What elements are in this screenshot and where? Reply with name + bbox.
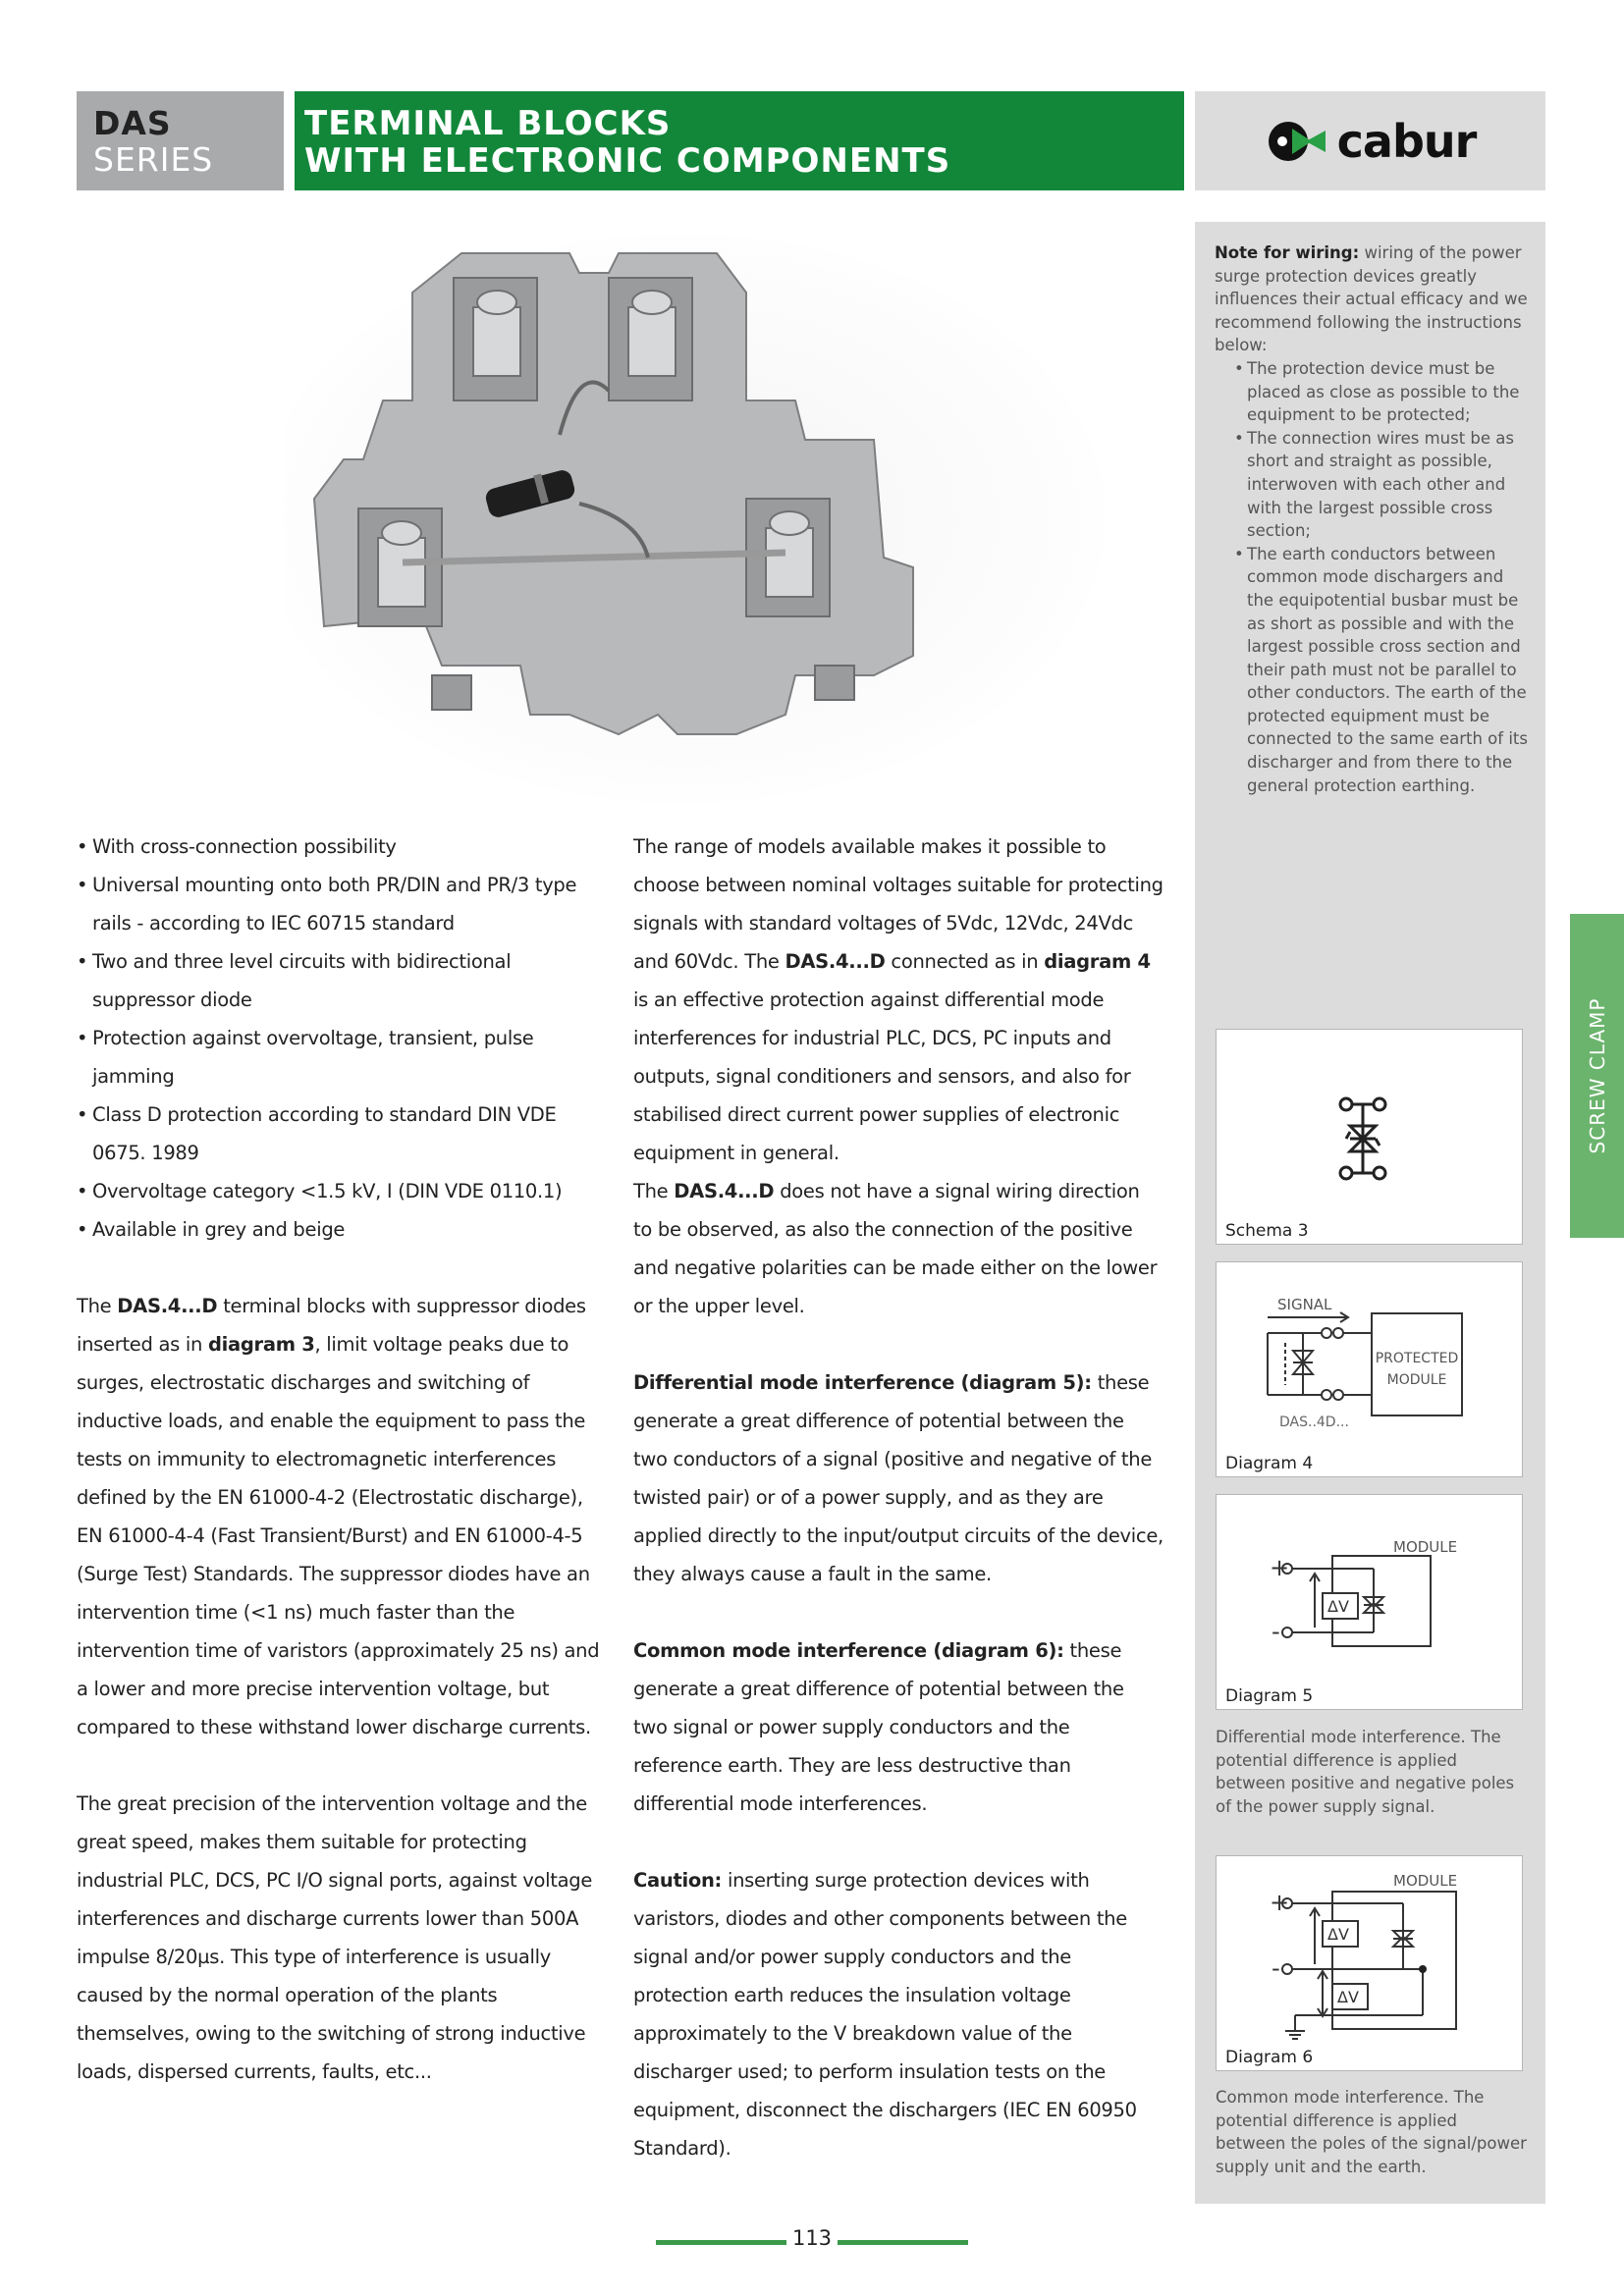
note-item: • The protection device must be placed as close as possible to the equipment to be protected; xyxy=(1234,357,1529,427)
note-item: • The earth conductors between common mode dischargers and the equipotential busbar must be as short as possible and with the largest possible cross section and their path must not be parallel to other conductors. The earth of the protected equipment must be connected to the same earth of its discharger and from there to the general protection earthing. xyxy=(1234,543,1529,798)
diagram-4-caption: Diagram 4 xyxy=(1225,1454,1314,1473)
series-word: SERIES xyxy=(93,140,214,179)
section-tab-label: SCREW CLAMP xyxy=(1585,997,1609,1154)
feature-bullet: • Two and three level circuits with bidirectional suppressor diode xyxy=(77,942,607,1019)
note-list xyxy=(1215,357,1529,797)
diagram-5-minus: - xyxy=(1272,1618,1280,1645)
footer-rule-right xyxy=(838,2240,968,2245)
note-label: Note for wiring: xyxy=(1215,243,1360,262)
diagram-4-schematic xyxy=(1217,1262,1524,1449)
diagram-6-dv-1: ΔV xyxy=(1327,1925,1349,1944)
schema-3-diagram xyxy=(1217,1030,1524,1216)
precision-paragraph: The great precision of the intervention voltage and the great speed, makes them suitable for protecting industrial PLC, DCS, PC I/O signal ports, against voltage interferences and discharge currents lower than 500A impulse 8/20µs. This type of interference is usually caused by the normal operation of the plants themselves, owing to the switching of strong inductive loads, dispersed currents, faults, etc... xyxy=(77,1792,593,2083)
diagram-5-box xyxy=(1216,1494,1523,1710)
diagram-4-signal-label: SIGNAL xyxy=(1277,1296,1332,1313)
diagram-6-module-label: MODULE xyxy=(1393,1872,1458,1890)
cabur-logo-icon xyxy=(1265,117,1329,166)
right-column xyxy=(633,828,1164,2167)
diagram-4-part-label: DAS..4D... xyxy=(1279,1415,1349,1430)
diagram-6-caption: Diagram 6 xyxy=(1225,2048,1314,2067)
brand-logo xyxy=(1195,91,1545,190)
diagram-4-module-label-2: MODULE xyxy=(1386,1372,1447,1388)
diagram-4-module-label-1: PROTECTED xyxy=(1375,1351,1459,1366)
common-mode-paragraph: Common mode interference (diagram 6): these generate a great difference of potential between the two signal or power supply conductors and the reference earth. They are less destructive than differential mode interferences. xyxy=(633,1639,1124,1815)
diagram-6-dv-2: ΔV xyxy=(1337,1988,1359,2006)
section-tab-screw-clamp xyxy=(1570,914,1624,1238)
footer-rule-left xyxy=(656,2240,786,2245)
terminal-block-product-image xyxy=(285,224,1168,803)
feature-bullet: • Available in grey and beige xyxy=(77,1210,607,1249)
note-intro: wiring of the power surge protection devices greatly influences their actual efficacy and we recommend following the instructions below: xyxy=(1215,243,1528,355)
page-title-banner xyxy=(295,91,1184,190)
feature-bullet: • Universal mounting onto both PR/DIN and PR/3 type rails - according to IEC 60715 standard xyxy=(77,866,607,942)
feature-bullet: • With cross-connection possibility xyxy=(77,828,607,866)
note-item: • The connection wires must be as short and straight as possible, interwoven with each other and with the largest possible cross section; xyxy=(1234,427,1529,543)
differential-mode-paragraph: Differential mode interference (diagram 5): these generate a great difference of potential between the two conductors of a signal (positive and negative of the twisted pair) or of a power supply, and as they are applied directly to the input/output circuits of the device, they always cause a fault in the same. xyxy=(633,1371,1164,1585)
diagram-6-plus: + xyxy=(1270,1889,1290,1916)
diagram-5-plus: + xyxy=(1270,1554,1290,1581)
left-column xyxy=(77,828,607,2091)
series-label-box xyxy=(77,91,284,190)
diagram-5-description: Differential mode interference. The potential difference is applied between positive and negative poles of the power supply signal. xyxy=(1216,1728,1515,1816)
page-title-line2: WITH ELECTRONIC COMPONENTS xyxy=(304,141,951,181)
feature-bullet: • Overvoltage category <1.5 kV, I (DIN VDE 0110.1) xyxy=(77,1172,607,1210)
diagram-6-schematic xyxy=(1217,1856,1524,2043)
page-number-footer xyxy=(656,2226,968,2256)
feature-bullet: • Class D protection according to standard DIN VDE 0675. 1989 xyxy=(77,1095,607,1172)
diagram-4-box xyxy=(1216,1261,1523,1477)
logo-wordmark: cabur xyxy=(1336,114,1477,168)
intro-paragraph: The DAS.4...D terminal blocks with suppressor diodes inserted as in diagram 3, limit voltage peaks due to surges, electrostatic discharges and switching of inductive loads, and enable the equipment to pass the tests on immunity to electromagnetic interferences defined by the EN 61000-4-2 (Electrostatic discharge), EN 61000-4-4 (Fast Transient/Burst) and EN 61000-4-5 (Surge Test) Standards. The suppressor diodes have an intervention time (<1 ns) much faster than the intervention time of varistors (approximately 25 ns) and a lower and more precise intervention voltage, but compared to these withstand lower discharge currents. xyxy=(77,1295,600,1738)
page-title-line1: TERMINAL BLOCKS xyxy=(304,104,672,143)
diagram-5-schematic xyxy=(1217,1495,1524,1682)
caution-paragraph: Caution: inserting surge protection devices with varistors, diodes and other components between the signal and/or power supply conductors and the protection earth reduces the insulation voltage approximately to the V breakdown value of the discharger used; to perform insulation tests on the equipment, disconnect the dischargers (IEC EN 60950 Standard). xyxy=(633,1869,1137,2160)
diagram-6-minus: - xyxy=(1272,1954,1280,1982)
diagram-5-dv: ΔV xyxy=(1327,1597,1349,1616)
feature-bullet: • Protection against overvoltage, transient, pulse jamming xyxy=(77,1019,607,1095)
wiring-note xyxy=(1215,241,1529,797)
diagram-5-module-label: MODULE xyxy=(1393,1538,1458,1556)
diagram-6-description: Common mode interference. The potential difference is applied between the poles of the signal/power supply unit and the earth. xyxy=(1216,2088,1527,2176)
schema-3-box xyxy=(1216,1029,1523,1245)
direction-paragraph: The DAS.4...D does not have a signal wiring direction to be observed, as also the connection of the positive and negative polarities can be made either on the lower or the upper level. xyxy=(633,1180,1158,1317)
schema-3-caption: Schema 3 xyxy=(1225,1221,1309,1241)
page-number: 113 xyxy=(791,2226,833,2250)
diagram-6-box xyxy=(1216,1855,1523,2071)
diagram-5-caption: Diagram 5 xyxy=(1225,1686,1314,1706)
series-code: DAS xyxy=(93,104,172,142)
range-paragraph: The range of models available makes it possible to choose between nominal voltages suitable for protecting signals with standard voltages of 5Vdc, 12Vdc, 24Vdc and 60Vdc. The DAS.4...D connected as in diagram 4 is an effective protection against differential mode interferences for industrial PLC, DCS, PC inputs and outputs, signal conditioners and sensors, and also for stabilised direct current power supplies of electronic equipment in general. xyxy=(633,835,1164,1164)
